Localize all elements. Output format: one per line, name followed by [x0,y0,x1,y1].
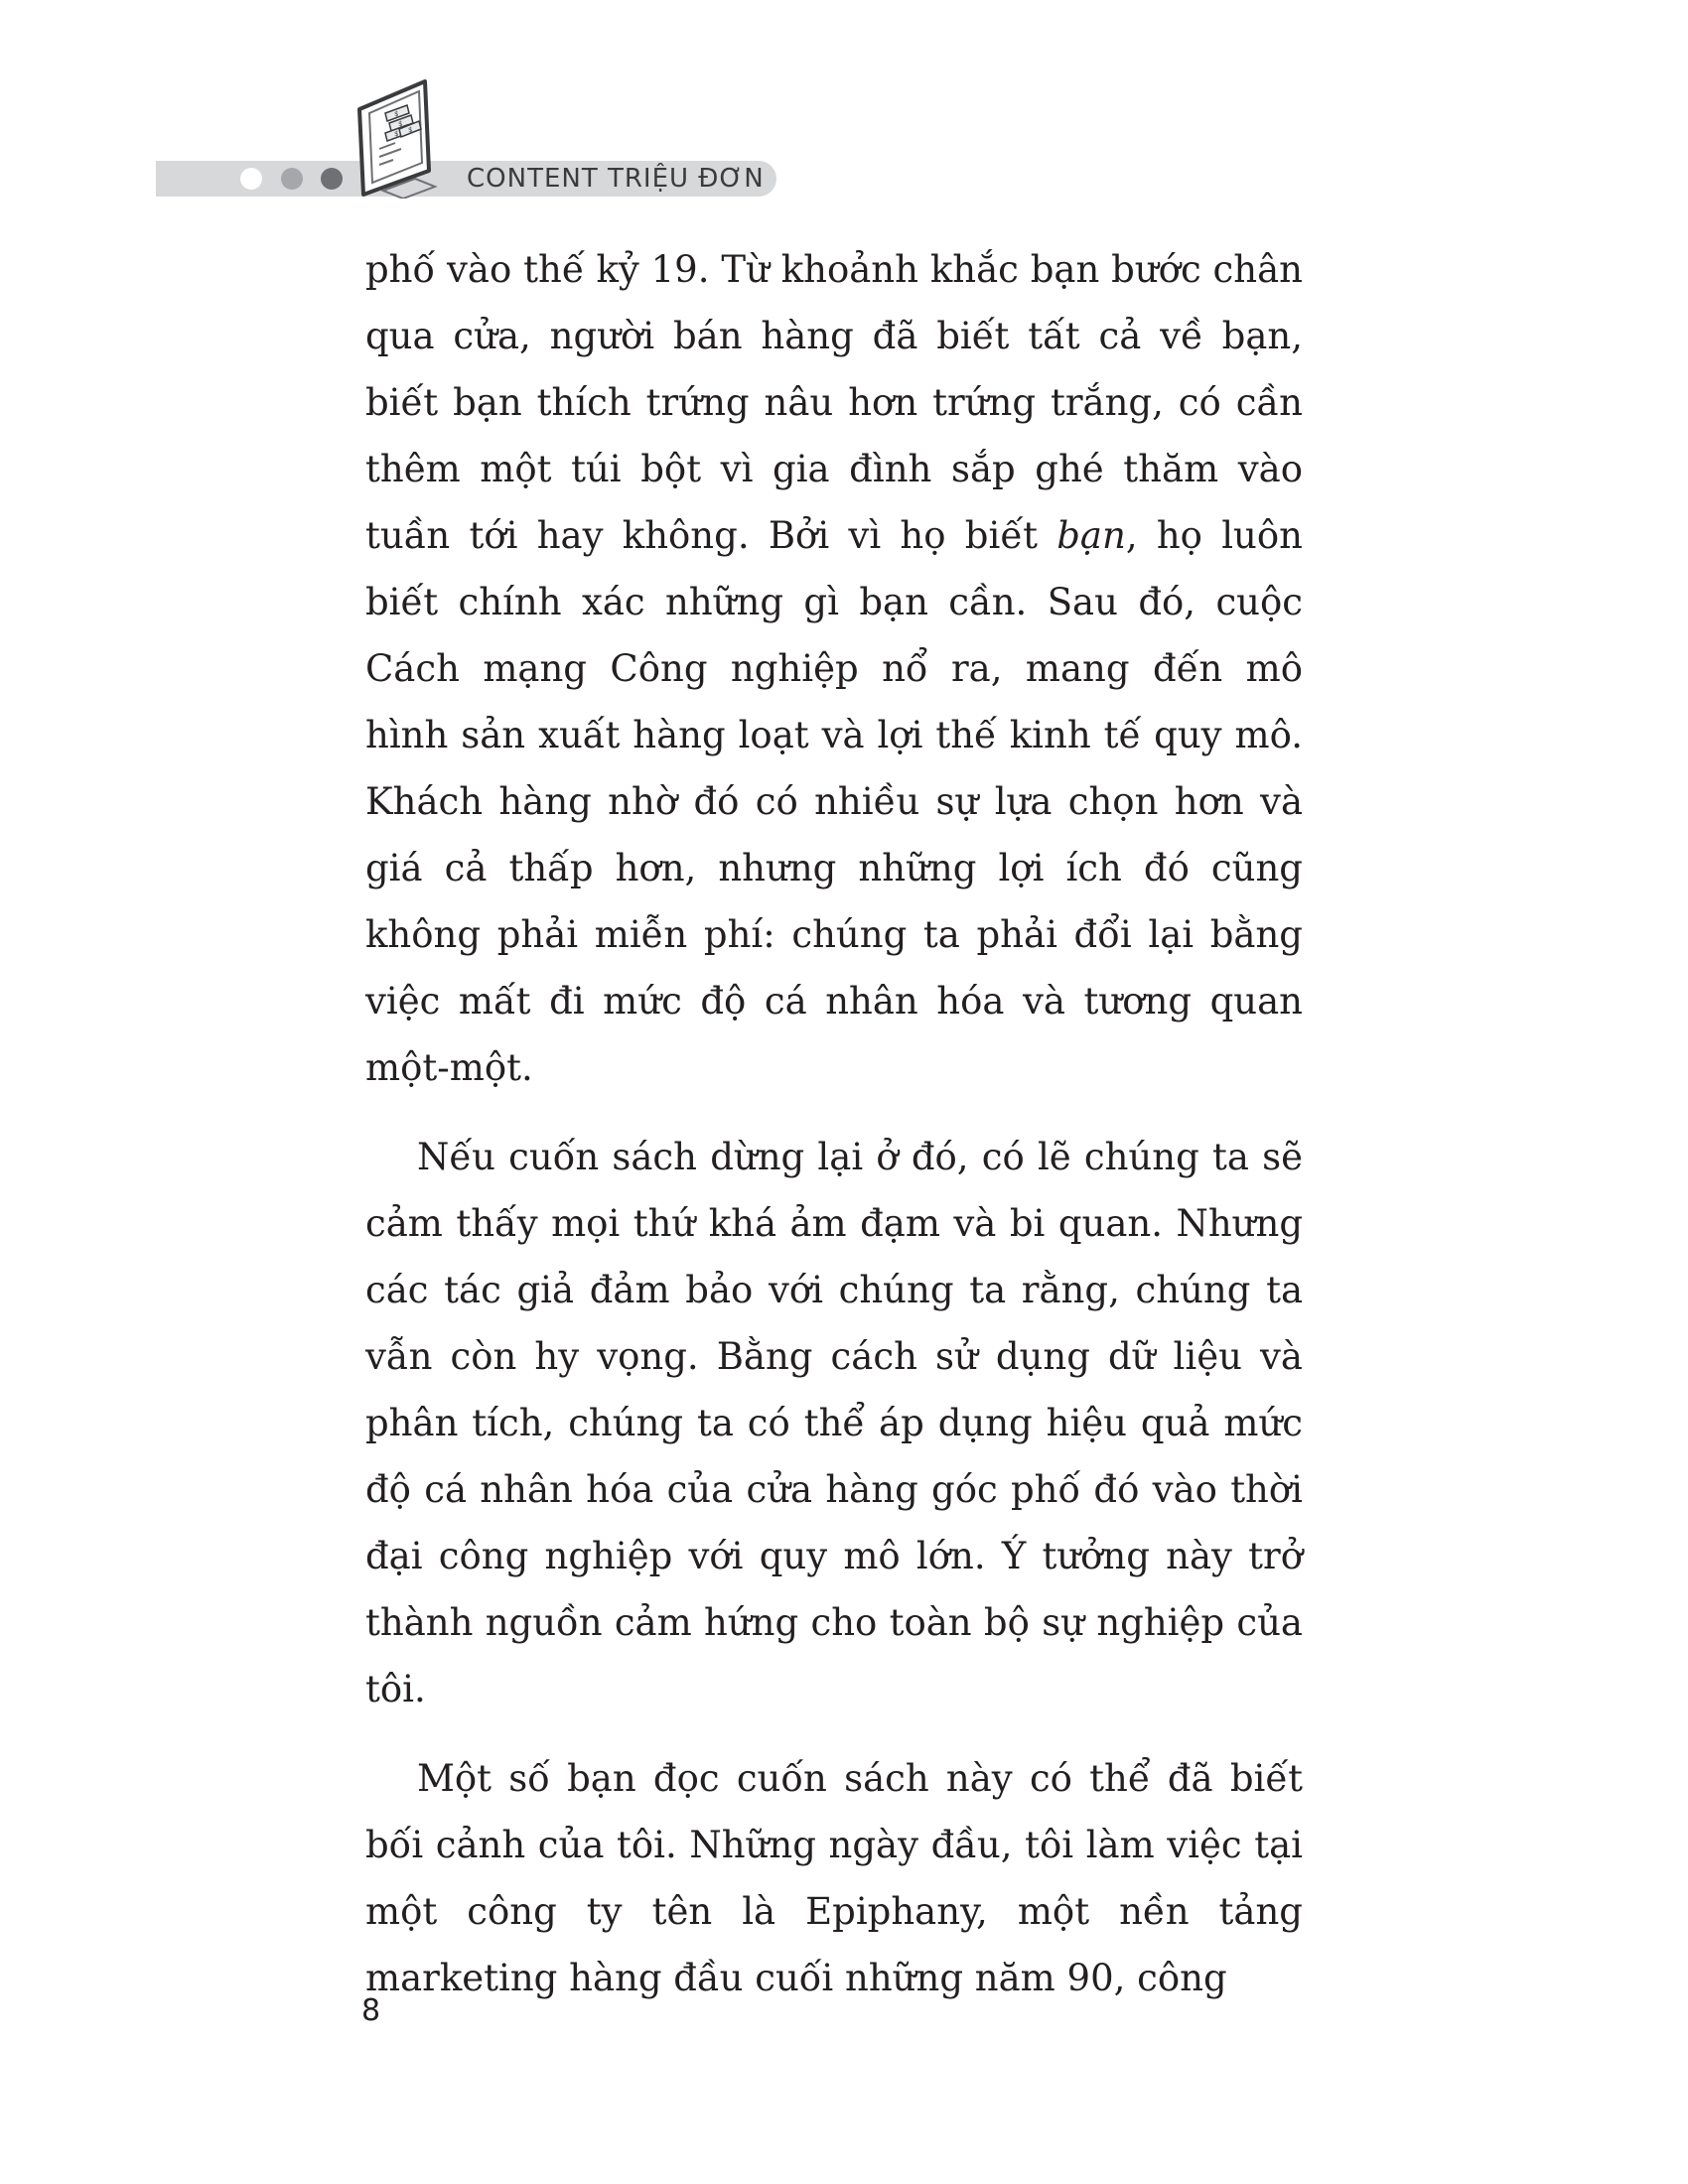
svg-text:$: $ [394,130,399,138]
running-header-title: CONTENT TRIỆU ĐƠN [467,164,765,194]
header-dot-gray [281,168,303,190]
header-dot-white [240,168,262,190]
monitor-money-icon [355,79,455,199]
svg-text:$: $ [408,126,413,134]
paragraph-1-italic: bạn [1056,514,1126,557]
paragraph-3: Một số bạn đọc cuốn sách này có thể đã biết bối cảnh của tôi. Những ngày đầu, tôi làm việc tại một công ty tên là Epiphany, một nền tảng marketing hàng đầu cuối những năm 90, công [365,1757,1303,1999]
header-dot-dark [321,168,343,190]
paragraph-1-part-1: phố vào thế kỷ 19. Từ khoảnh khắc bạn bước chân qua cửa, người bán hàng đã biết tất cả về bạn, biết bạn thích trứng nâu hơn trứng trắng, có cần thêm một túi bột vì gia đình sắp ghé thăm vào tuần tới hay không. Bởi vì họ biết [365,248,1303,557]
body-text [365,236,1303,2011]
paragraph-1-part-2: , họ luôn biết chính xác những gì bạn cần. Sau đó, cuộc Cách mạng Công nghiệp nổ ra, mang đến mô hình sản xuất hàng loạt và lợi thế kinh tế quy mô. Khách hàng nhờ đó có nhiều sự lựa chọn hơn và giá cả thấp hơn, nhưng những lợi ích đó cũng không phải miễn phí: chúng ta phải đổi lại bằng việc mất đi mức độ cá nhân hóa và tương quan một-một. [365,514,1303,1089]
svg-text:$: $ [398,120,403,128]
paragraph-1 [365,236,1303,1101]
paragraph-2: Nếu cuốn sách dừng lại ở đó, có lẽ chúng ta sẽ cảm thấy mọi thứ khá ảm đạm và bi quan. Nhưng các tác giả đảm bảo với chúng ta rằng, chúng ta vẫn còn hy vọng. Bằng cách sử dụng dữ liệu và phân tích, chúng ta có thể áp dụng hiệu quả mức độ cá nhân hóa của cửa hàng góc phố đó vào thời đại công nghiệp với quy mô lớn. Ý tưởng này trở thành nguồn cảm hứng cho toàn bộ sự nghiệp của tôi. [365,1136,1303,1710]
page-number: 8 [361,1993,381,2028]
svg-text:$: $ [394,110,399,118]
